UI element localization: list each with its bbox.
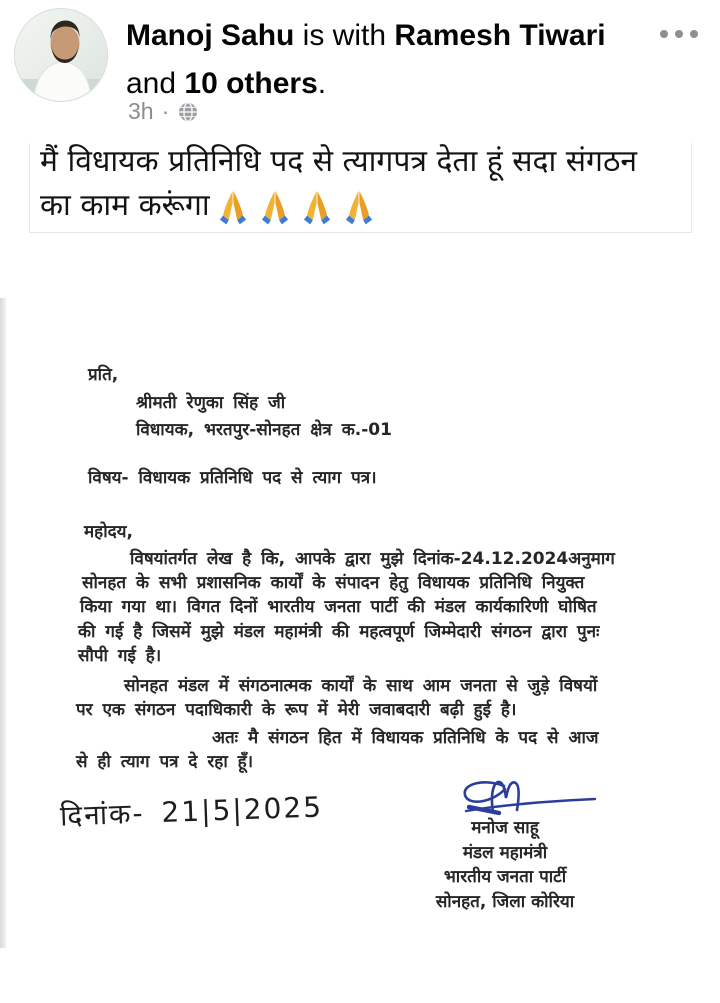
letter-body-line: सौपी गई है। (78, 646, 162, 666)
letter-photo-attachment[interactable] (0, 236, 720, 1003)
letter-body-line: सोनहत के सभी प्रशासनिक कार्यों के संपादन हेतु विधायक प्रतिनिधि नियुक्त (82, 573, 585, 593)
letter-to-label: प्रति, (88, 365, 119, 385)
letter-recipient-name: श्रीमती रेणुका सिंह जी (136, 393, 286, 413)
letter-body-line: की गई है जिसमें मुझे मंडल महामंत्री की महत्वपूर्ण जिम्मेदारी संगठन द्वारा पुनः (78, 622, 600, 642)
letter-sign-block (412, 816, 598, 914)
folded-hands-emoji (256, 188, 294, 226)
signatory-place: सोनहत, जिला कोरिया (435, 891, 575, 912)
signatory-name: मनोज साहू (471, 818, 539, 838)
dot-icon (660, 30, 668, 38)
dot-icon (675, 30, 683, 38)
folded-hands-emoji (214, 188, 252, 226)
letter-body-line: सोनहत मंडल में संगठनात्मक कार्यों के साथ आम जनता से जुड़े विषयों (124, 676, 598, 696)
letter-recipient-title: विधायक, भरतपुर-सोनहत क्षेत्र क.-01 (136, 420, 392, 440)
letter-body-line: अतः मै संगठन हित में विधायक प्रतिनिधि के पद से आज (212, 728, 599, 748)
paper-edge-shadow (0, 298, 6, 948)
letter-body-line: किया गया था। विगत दिनों भारतीय जनता पार्टी की मंडल कार्यकारिणी घोषित (80, 597, 597, 617)
letter-body-line: पर एक संगठन पदाधिकारी के रूप में मेरी जवाबदारी बढ़ी हुई है। (76, 700, 517, 720)
folded-hands-emoji (298, 188, 336, 226)
letter-body-line: विषयांतर्गत लेख है कि, आपके द्वारा मुझे दिनांक-24.12.2024अनुमाग (130, 549, 615, 569)
is-with-text: is with (294, 19, 395, 52)
signatory-party: भारतीय जनता पार्टी (443, 867, 567, 887)
dot-separator: · (161, 98, 170, 124)
dot-icon (690, 30, 698, 38)
signatory-designation: मंडल महामंत्री (462, 842, 548, 863)
handwritten-date: दिनांक- 21|5|2025 (59, 790, 324, 833)
status-line2: का काम करूंगा (40, 188, 210, 223)
avatar[interactable] (14, 8, 108, 102)
letter-body-line: से ही त्याग पत्र दे रहा हूँ। (76, 752, 254, 772)
timestamp-link[interactable]: 3h (128, 98, 154, 124)
tagged-friend-link[interactable]: Ramesh Tiwari (394, 19, 606, 52)
globe-public-icon (177, 101, 199, 123)
post-status-text (40, 140, 670, 228)
folded-hands-emoji (340, 188, 378, 226)
letter-subject: विषय- विधायक प्रतिनिधि पद से त्याग पत्र। (88, 468, 377, 488)
post-options-menu-button[interactable] (660, 30, 698, 38)
period-text: . (317, 67, 327, 100)
avatar-photo (15, 9, 108, 102)
and-text: and (126, 67, 185, 100)
status-line1: मैं विधायक प्रतिनिधि पद से त्यागपत्र देता हूं सदा संगठन (40, 144, 638, 179)
letter-salutation: महोदय, (84, 522, 133, 542)
post-header-text (126, 12, 646, 108)
author-name-link[interactable]: Manoj Sahu (126, 19, 295, 52)
post-meta (128, 98, 199, 125)
others-link[interactable]: 10 others (184, 67, 318, 100)
